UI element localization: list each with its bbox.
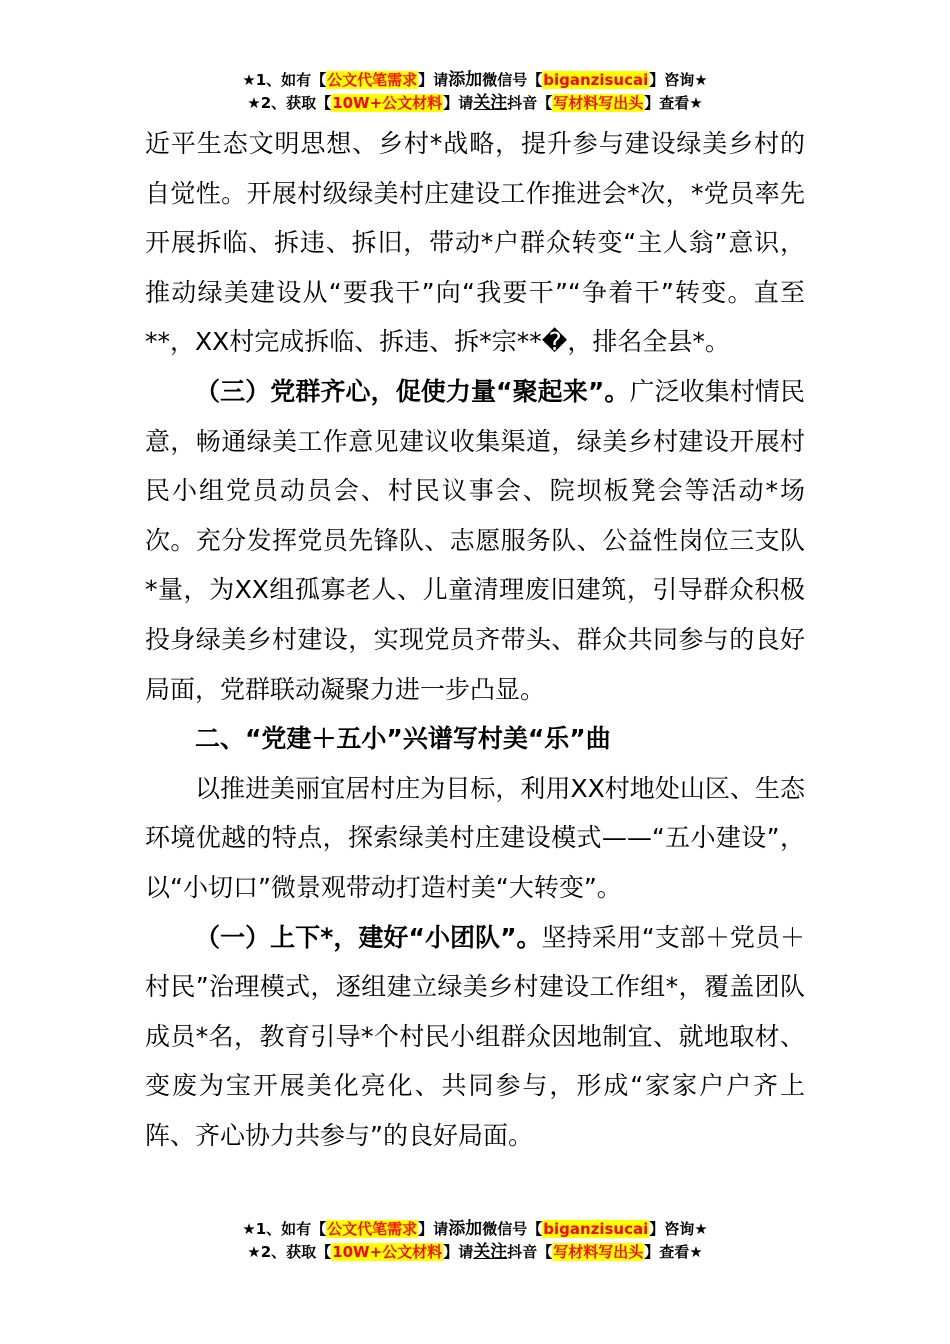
banner-text: 微信号【 — [482, 71, 543, 89]
banner-emphasis: 添加 — [448, 70, 483, 90]
highlight-douyin-account: 写材料写出头 — [553, 1243, 644, 1261]
banner-emphasis: 关注 — [473, 93, 508, 113]
document-body — [145, 119, 805, 1160]
banner-text: 】请 — [418, 71, 449, 89]
top-banner — [0, 69, 950, 115]
banner-text: 】请 — [443, 94, 474, 112]
bottom-banner — [0, 1218, 950, 1264]
highlight-materials: 10W+公文材料 — [332, 1243, 443, 1261]
banner-line-1 — [0, 1218, 950, 1241]
banner-text: ★1、如有【 — [242, 1220, 327, 1238]
highlight-douyin-account: 写材料写出头 — [553, 94, 644, 112]
banner-text: 抖音【 — [507, 1243, 553, 1261]
banner-text: 微信号【 — [482, 1220, 543, 1238]
banner-text: 】查看★ — [644, 94, 703, 112]
banner-emphasis: 关注 — [473, 1242, 508, 1262]
paragraph-2 — [145, 367, 805, 714]
subsection-heading: （三）党群齐心，促使力量“聚起来”。 — [195, 376, 630, 406]
paragraph-3: 以推进美丽宜居村庄为目标，利用XX村地处山区、生态环境优越的特点，探索绿美村庄建设模式——“五小建设”，以“小切口”微景观带动打造村美“大转变”。 — [145, 773, 805, 902]
highlight-writing-service: 公文代笔需求 — [327, 71, 418, 89]
banner-text: 】咨询★ — [649, 71, 708, 89]
highlight-writing-service: 公文代笔需求 — [327, 1220, 418, 1238]
banner-text: ★2、获取【 — [247, 94, 332, 112]
banner-text: ★1、如有【 — [242, 71, 327, 89]
banner-line-2 — [0, 1241, 950, 1264]
banner-text: 】查看★ — [644, 1243, 703, 1261]
section-title: 二、“党建＋五小”兴谱写村美“乐”曲 — [195, 724, 611, 754]
subsection-heading: （一）上下*，建好“小团队”。 — [195, 922, 542, 952]
banner-text: 抖音【 — [507, 94, 553, 112]
highlight-materials: 10W+公文材料 — [332, 94, 443, 112]
paragraph-text: 广泛收集村情民意，畅通绿美工作意见建议收集渠道，绿美乡村建设开展村民小组党员动员会、村民议事会、院坝板凳会等活动*场次。充分发挥党员先锋队、志愿服务队、公益性岗位三支队*量，为XX组孤寡老人、儿童清理废旧建筑，引导群众积极投身绿美乡村建设，实现党员齐带头、群众共同参与的良好局面，党群联动凝聚力进一步凸显。 — [145, 376, 805, 704]
banner-text: 】请 — [418, 1220, 449, 1238]
highlight-wechat-id: biganzisucai — [543, 71, 649, 89]
banner-line-2 — [0, 92, 950, 115]
paragraph-text: 坚持采用“支部＋党员＋村民”治理模式，逐组建立绿美乡村建设工作组*，覆盖团队成员*名，教育引导*个村民小组群众因地制宜、就地取材、变废为宝开展美化亮化、共同参与，形成“家家户户齐上阵、齐心协力共参与”的良好局面。 — [145, 922, 806, 1150]
banner-emphasis: 添加 — [448, 1219, 483, 1239]
paragraph-1: 近平生态文明思想、乡村*战略，提升参与建设绿美乡村的自觉性。开展村级绿美村庄建设工作推进会*次，*党员率先开展拆临、拆违、拆旧，带动*户群众转变“主人翁”意识，推动绿美建设从“要我干”向“我要干”“争着干”转变。直至**，XX村完成拆临、拆违、拆*宗**�，排名全县*。 — [145, 129, 805, 357]
banner-text: 】请 — [443, 1243, 474, 1261]
banner-line-1 — [0, 69, 950, 92]
paragraph-4 — [145, 913, 805, 1161]
banner-text: ★2、获取【 — [247, 1243, 332, 1261]
banner-text: 】咨询★ — [649, 1220, 708, 1238]
highlight-wechat-id: biganzisucai — [543, 1220, 649, 1238]
